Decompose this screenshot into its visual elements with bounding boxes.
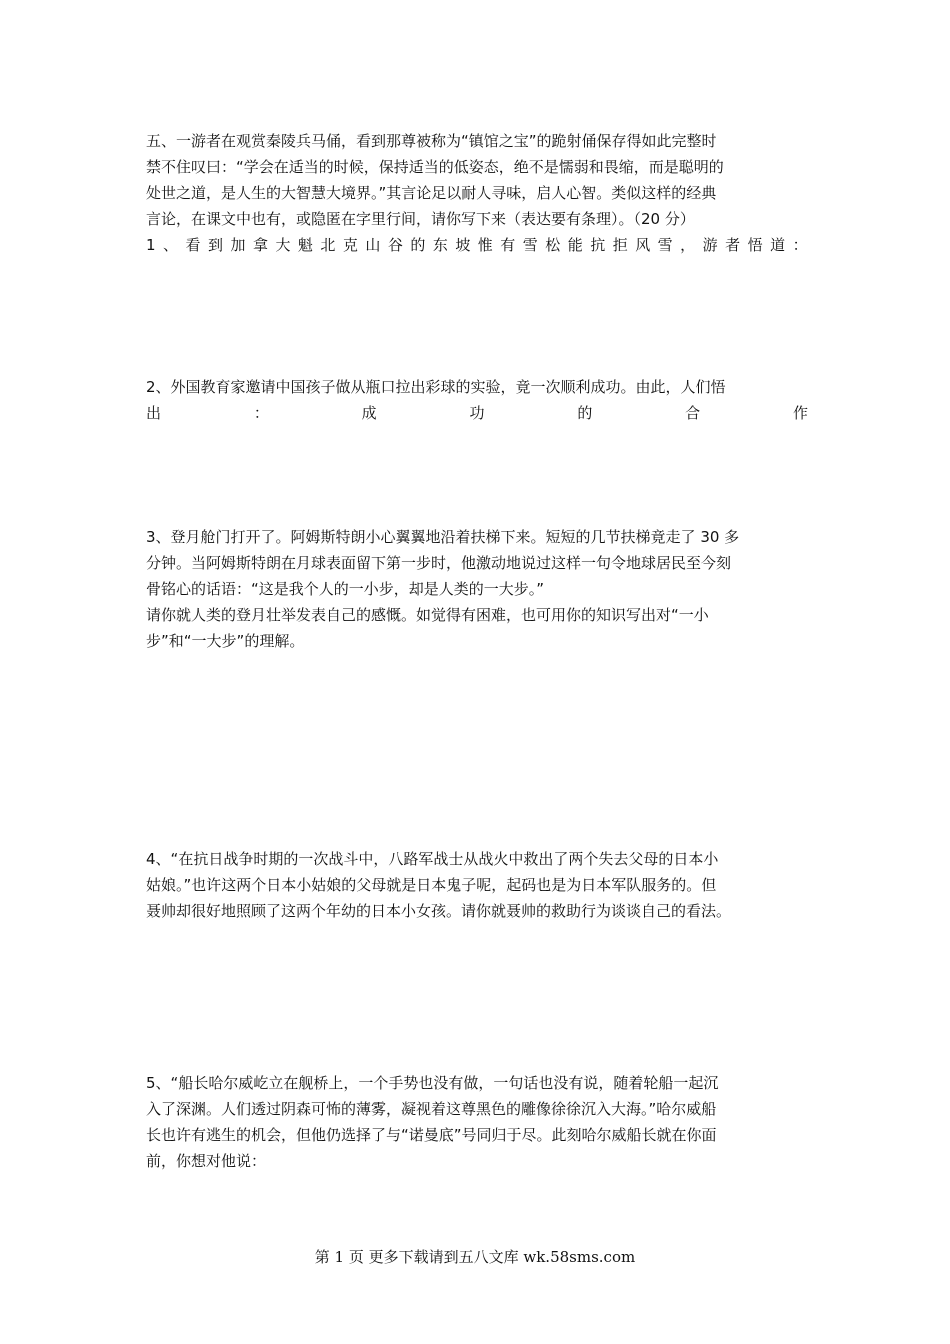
intro-paragraph [146, 128, 808, 232]
question-2 [146, 374, 808, 426]
q1-char: 松 [545, 236, 561, 254]
page-footer: 第 1 页 更多下载请到五八文库 wk.58sms.com [314, 1248, 636, 1266]
q1-char: 惟 [477, 236, 493, 254]
question-5-line: 入了深渊。人们透过阴森可怖的薄雾，凝视着这尊黑色的雕像徐徐沉入大海。”哈尔威船 [146, 1100, 717, 1118]
q2-char: ： [253, 404, 269, 422]
intro-line: 五、一游者在观赏秦陵兵马俑，看到那尊被称为“镇馆之宝”的跪射俑保存得如此完整时 [146, 132, 717, 150]
question-3-line: 步”和“一大步”的理解。 [146, 632, 305, 650]
question-1-line [146, 232, 808, 258]
q2-char: 成 [361, 404, 377, 422]
intro-line: 处世之道，是人生的大智慧大境界。”其言论足以耐人寻味，启人心智。类似这样的经典 [146, 184, 717, 202]
intro-line: 禁不住叹曰：“学会在适当的时候，保持适当的低姿态，绝不是懦弱和畏缩，而是聪明的 [146, 158, 724, 176]
question-5-line: 长也许有逃生的机会，但他仍选择了与“诺曼底”号同归于尽。此刻哈尔威船长就在你面 [146, 1126, 717, 1144]
q1-char: 大 [275, 236, 291, 254]
question-5-line: 前，你想对他说： [146, 1152, 267, 1170]
q2-char: 出 [146, 404, 162, 422]
q1-char: 雪 [522, 236, 538, 254]
q1-char: 拿 [252, 236, 268, 254]
intro-line: 言论，在课文中也有，或隐匿在字里行间，请你写下来（表达要有条理）。（20 分） [146, 210, 695, 228]
q1-char: 谷 [387, 236, 403, 254]
q1-char: 山 [365, 236, 381, 254]
q1-char: 到 [207, 236, 223, 254]
q1-char: 风 [635, 236, 651, 254]
q1-char: 东 [432, 236, 448, 254]
question-3-line: 骨铭心的话语：“这是我个人的一小步，却是人类的一大步。” [146, 580, 545, 598]
q1-char: 的 [410, 236, 426, 254]
q1-char: 、 [163, 236, 179, 254]
question-4-line: 姑娘。”也许这两个日本小姑娘的父母就是日本鬼子呢，起码也是为日本军队服务的。但 [146, 876, 717, 894]
question-4-line: 聂帅却很好地照顾了这两个年幼的日本小女孩。请你就聂帅的救助行为谈谈自己的看法。 [146, 902, 732, 920]
question-3-line: 分钟。当阿姆斯特朗在月球表面留下第一步时，他激动地说过这样一句令地球居民至今刻 [146, 554, 732, 572]
q1-char: 克 [342, 236, 358, 254]
q1-char: 拒 [612, 236, 628, 254]
q1-char: 雪 [657, 236, 673, 254]
q1-char: ： [792, 236, 808, 254]
q1-char: 坡 [455, 236, 471, 254]
question-4 [146, 846, 808, 924]
q1-char: 游 [702, 236, 718, 254]
question-2-line-spaced [146, 400, 808, 426]
question-5 [146, 1070, 808, 1174]
q1-char: 道 [770, 236, 786, 254]
q1-char: 悟 [747, 236, 763, 254]
q1-char: 1 [146, 236, 156, 254]
q1-char: 北 [320, 236, 336, 254]
question-2-line: 2、外国教育家邀请中国孩子做从瓶口拉出彩球的实验，竟一次顺利成功。由此，人们悟 [146, 378, 726, 396]
q1-char: 抗 [590, 236, 606, 254]
question-1 [146, 232, 808, 258]
q1-char: 看 [185, 236, 201, 254]
q1-char: 者 [725, 236, 741, 254]
question-5-line: 5、“船长哈尔威屹立在舰桥上，一个手势也没有做，一句话也没有说，随着轮船一起沉 [146, 1074, 719, 1092]
q2-char: 功 [469, 404, 485, 422]
q1-char: 魁 [297, 236, 313, 254]
q1-char: 有 [500, 236, 516, 254]
question-3 [146, 524, 808, 654]
q1-char: 能 [567, 236, 583, 254]
q2-char: 的 [577, 404, 593, 422]
question-4-line: 4、“在抗日战争时期的一次战斗中，八路军战士从战火中救出了两个失去父母的日本小 [146, 850, 719, 868]
q2-char: 合 [685, 404, 701, 422]
q2-char: 作 [792, 404, 808, 422]
question-3-line: 3、登月舱门打开了。阿姆斯特朗小心翼翼地沿着扶梯下来。短短的几节扶梯竟走了 30 多 [146, 528, 740, 546]
q1-char: ， [680, 236, 696, 254]
q1-char: 加 [230, 236, 246, 254]
question-3-line: 请你就人类的登月壮举发表自己的感慨。如觉得有困难，也可用你的知识写出对“一小 [146, 606, 709, 624]
